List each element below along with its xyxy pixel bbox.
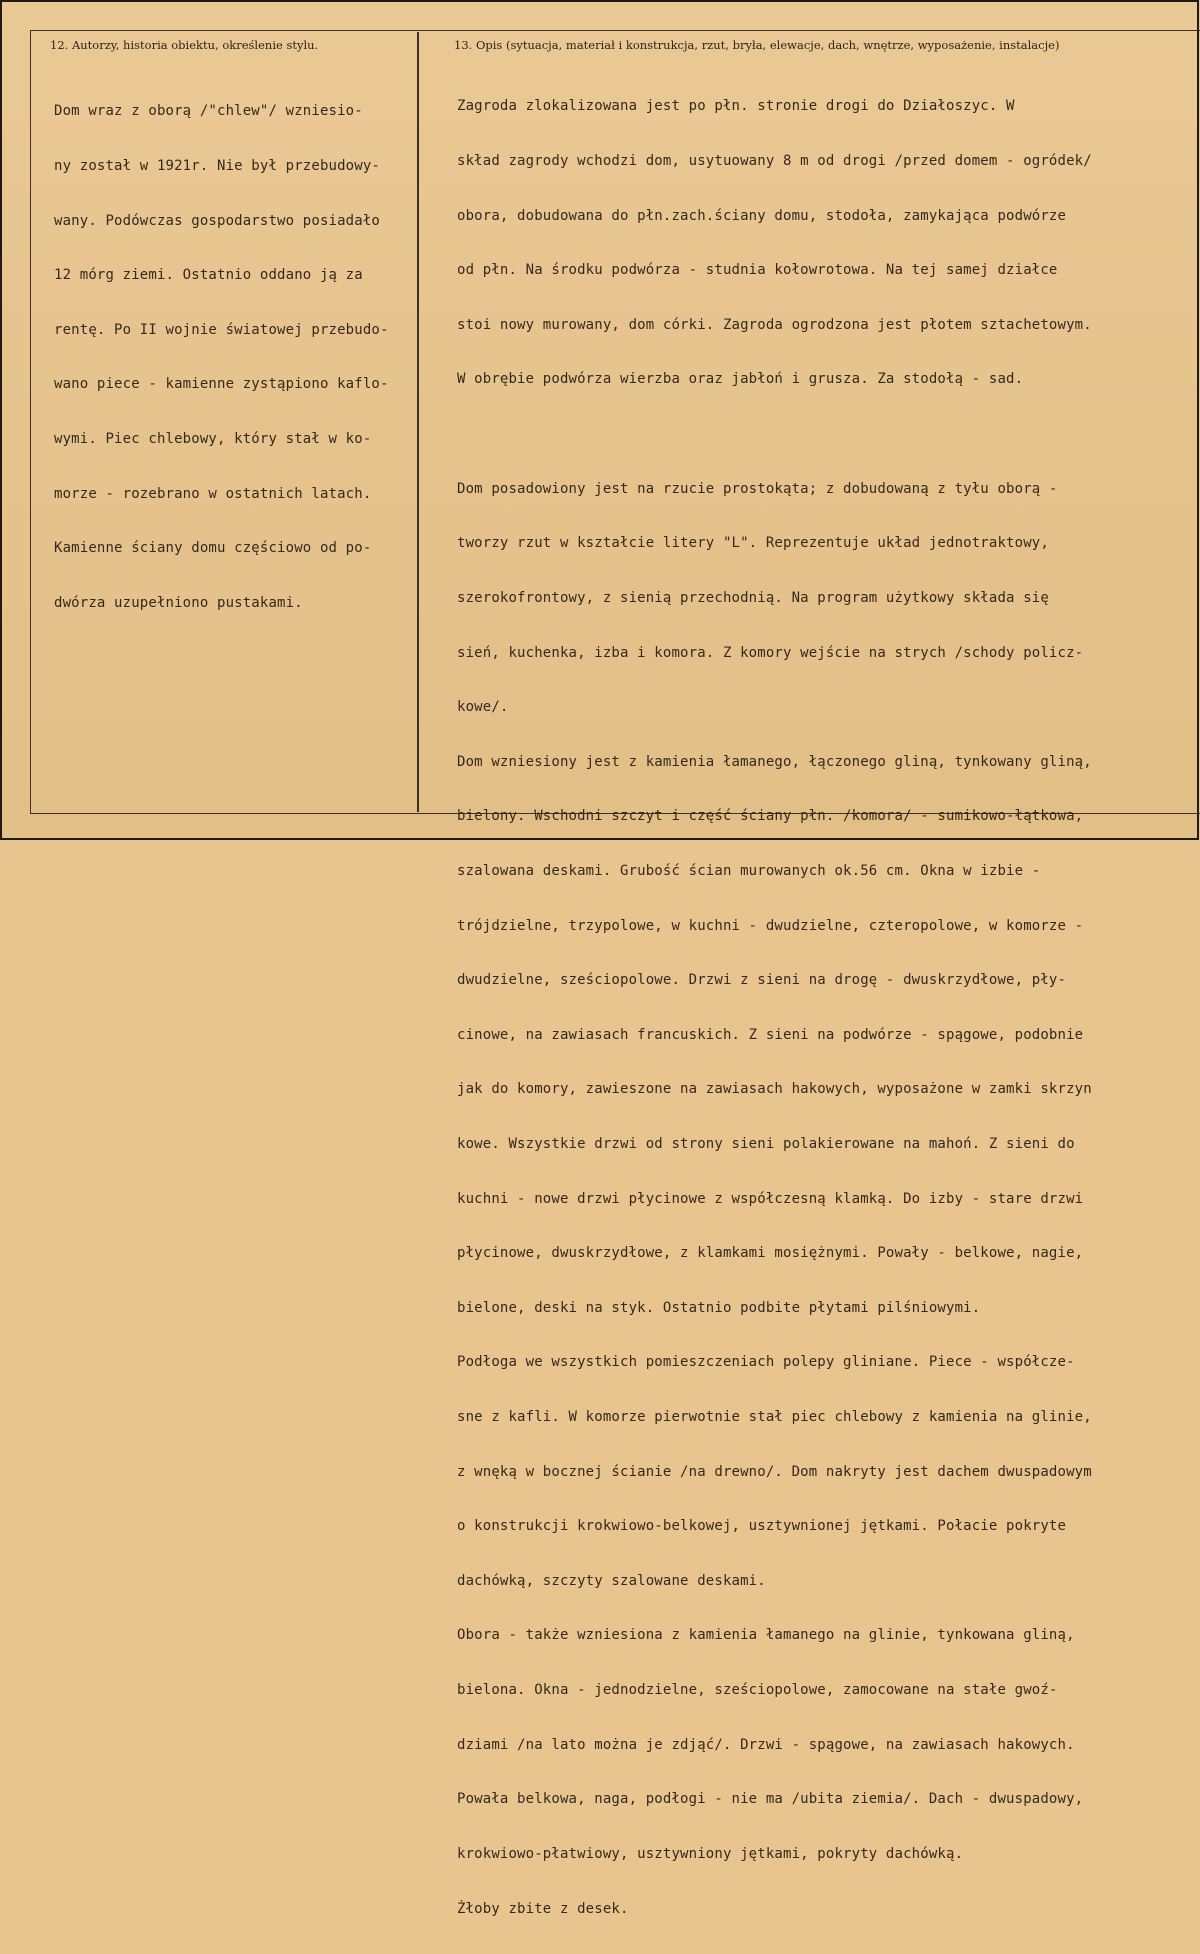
blank-line bbox=[457, 425, 1092, 443]
text-line: bielony. Wschodni szczyt i część ściany płn. /komora/ - sumikowo-łątkowa, bbox=[457, 808, 1084, 825]
text-line: tworzy rzut w kształcie litery "L". Reprezentuje układ jednotraktowy, bbox=[457, 535, 1049, 552]
section-12-heading: 12. Autorzy, historia obiektu, określenie stylu. bbox=[50, 38, 319, 52]
text-line: kuchni - nowe drzwi płycinowe z współczesną klamką. Do izby - stare drzwi bbox=[457, 1190, 1084, 1207]
text-line: wany. Podówczas gospodarstwo posiadało bbox=[54, 212, 380, 229]
text-line: dachówką, szczyty szalowane deskami. bbox=[457, 1572, 766, 1589]
text-line: z wnęką w bocznej ścianie /na drewno/. Dom nakryty jest dachem dwuspadowym bbox=[457, 1463, 1092, 1480]
text-line: 12 mórg ziemi. Ostatnio oddano ją za bbox=[54, 267, 363, 284]
text-line: szalowana deskami. Grubość ścian murowanych ok.56 cm. Okna w izbie - bbox=[457, 862, 1041, 879]
text-line: trójdzielne, trzypolowe, w kuchni - dwudzielne, czteropolowe, w komorze - bbox=[457, 917, 1084, 934]
text-line: Obora - także wzniesiona z kamienia łamanego na glinie, tynkowana gliną, bbox=[457, 1627, 1075, 1644]
text-line: W obrębie podwórza wierzba oraz jabłoń i grusza. Za stodołą - sad. bbox=[457, 371, 1024, 388]
text-line: rentę. Po II wojnie światowej przebudo- bbox=[54, 321, 389, 338]
text-line: od płn. Na środku podwórza - studnia kołowrotowa. Na tej samej działce bbox=[457, 262, 1058, 279]
text-line: sne z kafli. W komorze pierwotnie stał piec chlebowy z kamienia na glinie, bbox=[457, 1409, 1092, 1426]
text-line: wano piece - kamienne zystąpiono kaflo- bbox=[54, 376, 389, 393]
section-13-body bbox=[457, 61, 1092, 1954]
text-line: jak do komory, zawieszone na zawiasach hakowych, wyposażone w zamki skrzyn bbox=[457, 1081, 1092, 1098]
text-line: skład zagrody wchodzi dom, usytuowany 8 m od drogi /przed domem - ogródek/ bbox=[457, 153, 1092, 170]
text-line: Powała belkowa, naga, podłogi - nie ma /ubita ziemia/. Dach - dwuspadowy, bbox=[457, 1791, 1084, 1808]
section-12-body bbox=[54, 66, 389, 649]
text-line: krokwiowo-płatwiowy, usztywniony jętkami, pokryty dachówką. bbox=[457, 1845, 964, 1862]
text-line: Kamienne ściany domu częściowo od po- bbox=[54, 540, 372, 557]
text-line: bielone, deski na styk. Ostatnio podbite płytami pilśniowymi. bbox=[457, 1299, 981, 1316]
text-line: szerokofrontowy, z sienią przechodnią. Na program użytkowy składa się bbox=[457, 589, 1049, 606]
text-line: morze - rozebrano w ostatnich latach. bbox=[54, 485, 372, 502]
text-line: Dom wzniesiony jest z kamienia łamanego, łączonego gliną, tynkowany gliną, bbox=[457, 753, 1092, 770]
text-line: dwórza uzupełniono pustakami. bbox=[54, 594, 303, 611]
text-line: dziami /na lato można je zdjąć/. Drzwi - spągowe, na zawiasach hakowych. bbox=[457, 1736, 1075, 1753]
text-line: Dom wraz z oborą /"chlew"/ wzniesio- bbox=[54, 103, 363, 120]
text-line: Podłoga we wszystkich pomieszczeniach polepy gliniane. Piece - współcze- bbox=[457, 1354, 1075, 1371]
text-line: obora, dobudowana do płn.zach.ściany domu, stodoła, zamykająca podwórze bbox=[457, 207, 1067, 224]
text-line: dwudzielne, sześciopolowe. Drzwi z sieni na drogę - dwuskrzydłowe, pły- bbox=[457, 972, 1067, 989]
text-line: kowe. Wszystkie drzwi od strony sieni polakierowane na mahoń. Z sieni do bbox=[457, 1135, 1075, 1152]
text-line: sień, kuchenka, izba i komora. Z komory wejście na strych /schody policz- bbox=[457, 644, 1084, 661]
text-line: o konstrukcji krokwiowo-belkowej, usztywnionej jętkami. Połacie pokryte bbox=[457, 1518, 1067, 1535]
text-line: cinowe, na zawiasach francuskich. Z sieni na podwórze - spągowe, podobnie bbox=[457, 1026, 1084, 1043]
text-line: bielona. Okna - jednodzielne, sześciopolowe, zamocowane na stałe gwoź- bbox=[457, 1682, 1058, 1699]
text-line: wymi. Piec chlebowy, który stał w ko- bbox=[54, 431, 372, 448]
text-line: stoi nowy murowany, dom córki. Zagroda ogrodzona jest płotem sztachetowym. bbox=[457, 316, 1092, 333]
text-line: Zagroda zlokalizowana jest po płn. stronie drogi do Działoszyc. W bbox=[457, 98, 1015, 115]
text-line: Dom posadowiony jest na rzucie prostokąta; z dobudowaną z tyłu oborą - bbox=[457, 480, 1058, 497]
section-13-heading: 13. Opis (sytuacja, materiał i konstrukcja, rzut, bryła, elewacje, dach, wnętrze, wyposażenie, instalacje) bbox=[454, 38, 1060, 52]
text-line: kowe/. bbox=[457, 699, 509, 716]
column-divider bbox=[417, 32, 419, 812]
text-line: płycinowe, dwuskrzydłowe, z klamkami mosiężnymi. Powały - belkowe, nagie, bbox=[457, 1245, 1084, 1262]
text-line: Żłoby zbite z desek. bbox=[457, 1900, 629, 1917]
text-line: ny został w 1921r. Nie był przebudowy- bbox=[54, 158, 380, 175]
